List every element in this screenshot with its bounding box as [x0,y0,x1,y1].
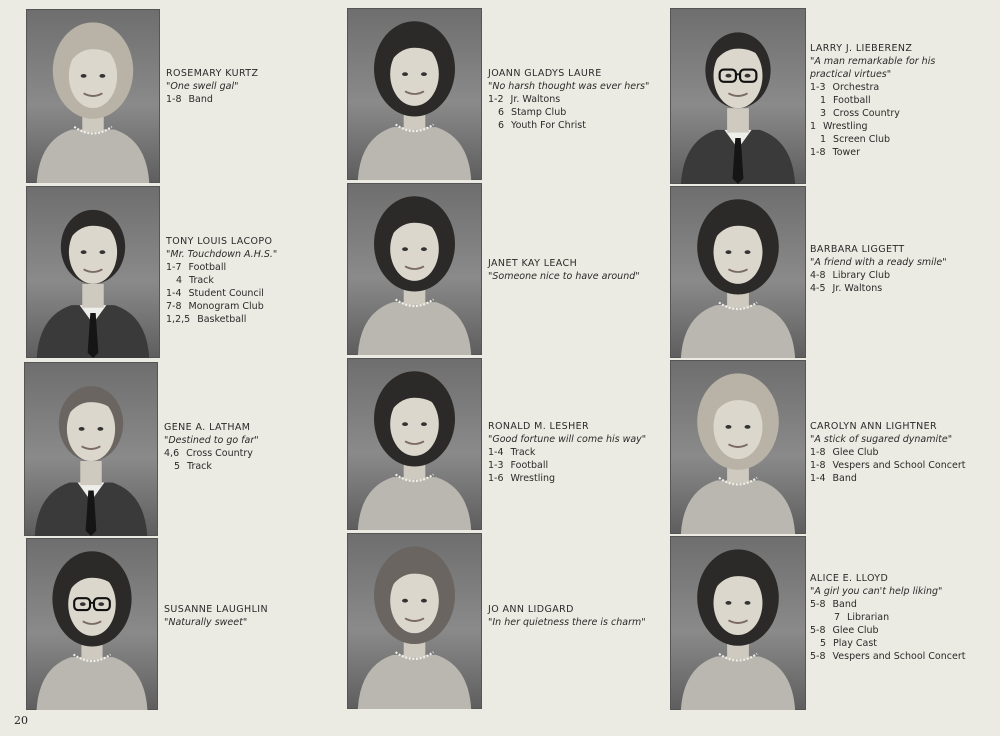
activity-years: 7-8 [166,301,182,312]
activity-years: 3 [820,108,827,119]
student-quote: "No harsh thought was ever hers" [488,81,650,92]
activity-name: Student Council [188,288,264,299]
activity-name: Football [510,460,549,471]
student-info [166,67,258,106]
activity-row [810,146,960,159]
student-quote: "Mr. Touchdown A.H.S." [166,249,278,260]
student-info [810,42,960,159]
activity-years: 1-8 [810,147,826,158]
activity-row [810,459,965,472]
student-info [166,235,277,326]
student-quote: "A girl you can't help liking" [810,586,943,597]
student-quote: "A stick of sugared dynamite" [810,434,953,445]
activity-years: 4,6 [164,448,180,459]
student-info [810,572,965,663]
student-portrait [347,183,482,355]
activity-name: Band [832,599,857,610]
student-portrait [347,8,482,180]
student-name: GENE A. LATHAM [164,422,251,433]
activity-years: 1-8 [166,94,182,105]
activity-row [488,446,646,459]
activity-name: Vespers and School Concert [832,460,966,471]
activity-years: 4-8 [810,270,826,281]
activity-row [810,282,947,295]
activity-years: 1-3 [488,460,504,471]
activity-years: 1-6 [488,473,504,484]
student-name: JANET KAY LEACH [488,258,578,269]
student-quote: "Someone nice to have around" [488,271,640,282]
student-info [488,67,649,132]
activity-name: Play Cast [833,638,878,649]
student-info [810,243,947,295]
activity-name: Librarian [847,612,890,623]
activity-name: Cross Country [186,448,253,459]
activity-row [810,611,965,624]
activity-years: 4-5 [810,283,826,294]
activity-name: Tower [832,147,861,158]
student-quote: "One swell gal" [166,81,239,92]
activity-name: Screen Club [833,134,891,145]
student-quote: "A friend with a ready smile" [810,257,947,268]
activity-row [166,313,277,326]
student-info [488,420,646,485]
activity-years: 1-7 [166,262,182,273]
student-portrait [670,186,806,358]
activity-years: 6 [498,120,505,131]
activity-row [810,120,960,133]
activity-years: 1-2 [488,94,504,105]
activity-name: Stamp Club [511,107,567,118]
student-quote: "Destined to go far" [164,435,259,446]
student-name: ROSEMARY KURTZ [166,68,259,79]
activity-years: 5-8 [810,599,826,610]
activity-row [810,107,960,120]
student-name: SUSANNE LAUGHLIN [164,604,268,615]
activity-name: Orchestra [832,82,880,93]
activity-row [810,269,947,282]
activity-years: 1 [820,134,827,145]
activity-years: 1-4 [810,473,826,484]
activity-years: 1,2,5 [166,314,191,325]
student-portrait [347,358,482,530]
activity-name: Library Club [832,270,891,281]
activity-name: Jr. Waltons [832,283,883,294]
student-info [164,421,259,473]
student-name: JOANN GLADYS LAURE [488,68,602,79]
page-number: 20 [14,714,28,727]
activity-years: 1-8 [810,447,826,458]
activity-row [488,93,649,106]
activity-years: 6 [498,107,505,118]
activity-name: Track [189,275,214,286]
student-portrait [26,9,160,183]
student-portrait [670,536,806,710]
activity-row [166,274,277,287]
activity-row [488,459,646,472]
student-info [810,420,965,485]
activity-row [810,446,965,459]
student-quote: "A man remarkable for his practical virtues" [810,56,936,80]
student-portrait [347,533,482,709]
activity-name: Track [510,447,536,458]
student-quote: "In her quietness there is charm" [488,617,646,628]
activity-row [164,447,259,460]
activity-years: 1 [810,121,817,132]
activity-name: Track [187,461,212,472]
activity-years: 1-3 [810,82,826,93]
activity-row [488,472,646,485]
activity-row [166,300,277,313]
activity-years: 5-8 [810,625,826,636]
student-name: TONY LOUIS LACOPO [166,236,273,247]
activity-row [810,133,960,146]
student-info [164,603,268,629]
activity-name: Football [188,262,227,273]
activity-row [166,287,277,300]
activity-name: Glee Club [832,447,879,458]
activity-name: Band [832,473,857,484]
student-name: ALICE E. LLOYD [810,573,889,584]
activity-row [488,106,649,119]
activity-row [166,93,258,106]
activity-years: 5-8 [810,651,826,662]
activity-row [166,261,277,274]
activity-row [810,81,960,94]
activity-years: 1-8 [810,460,826,471]
activity-row [488,119,649,132]
student-portrait [26,186,160,358]
activity-name: Vespers and School Concert [832,651,966,662]
activity-years: 5 [174,461,181,472]
activity-name: Basketball [197,314,247,325]
activity-row [810,624,965,637]
activity-row [810,637,965,650]
activity-years: 4 [176,275,183,286]
activity-years: 1-4 [488,447,504,458]
student-portrait [670,360,806,534]
student-quote: "Naturally sweet" [164,617,248,628]
activity-row [810,94,960,107]
student-name: BARBARA LIGGETT [810,244,905,255]
student-info [488,257,640,283]
activity-name: Wrestling [510,473,556,484]
activity-row [164,460,259,473]
student-portrait [670,8,806,184]
activity-name: Football [833,95,871,106]
activity-name: Jr. Waltons [510,94,561,105]
student-quote: "Good fortune will come his way" [488,434,647,445]
student-portrait [26,538,158,710]
activity-name: Cross Country [833,108,900,119]
student-name: CAROLYN ANN LIGHTNER [810,421,938,432]
activity-name: Glee Club [832,625,879,636]
activity-years: 5 [820,638,827,649]
activity-name: Wrestling [823,121,868,132]
activity-years: 1 [820,95,827,106]
student-portrait [24,362,158,536]
student-name: RONALD M. LESHER [488,421,590,432]
student-info [488,603,646,629]
activity-name: Youth For Christ [511,120,586,131]
activity-years: 7 [834,612,841,623]
student-name: LARRY J. LIEBERENZ [810,43,913,54]
activity-name: Band [188,94,213,105]
activity-row [810,650,965,663]
activity-name: Monogram Club [188,301,264,312]
activity-row [810,598,965,611]
activity-years: 1-4 [166,288,182,299]
student-name: JO ANN LIDGARD [488,604,574,615]
activity-row [810,472,965,485]
